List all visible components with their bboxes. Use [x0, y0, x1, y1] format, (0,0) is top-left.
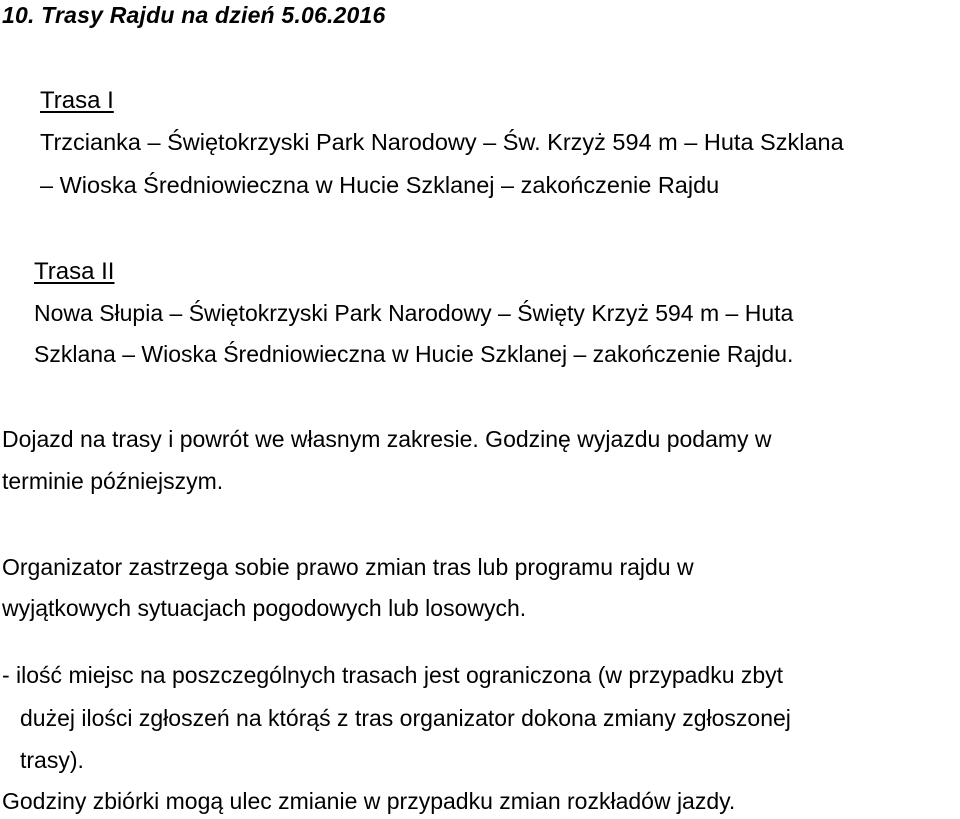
gathering-note: Godziny zbiórki mogą ulec zmianie w przypadku zmian rozkładów jazdy.	[2, 788, 736, 814]
route-1-line-1: Trzcianka – Świętokrzyski Park Narodowy – Św. Krzyż 594 m – Huta Szklana	[40, 129, 844, 155]
limits-note-line-3: trasy).	[20, 747, 84, 773]
limits-note-line-2: dużej ilości zgłoszeń na którąś z tras organizator dokona zmiany zgłoszonej	[20, 705, 791, 731]
organizer-note-line-2: wyjątkowych sytuacjach pogodowych lub losowych.	[2, 595, 527, 621]
transport-note-line-1: Dojazd na trasy i powrót we własnym zakresie. Godzinę wyjazdu podamy w	[2, 426, 772, 452]
limits-note-line-1: - ilość miejsc na poszczególnych trasach jest ograniczona (w przypadku zbyt	[2, 662, 784, 688]
section-heading: 10. Trasy Rajdu na dzień 5.06.2016	[2, 2, 386, 28]
route-2-line-2: Szklana – Wioska Średniowieczna w Hucie Szklanej – zakończenie Rajdu.	[34, 341, 794, 367]
route-2-line-1: Nowa Słupia – Świętokrzyski Park Narodowy – Święty Krzyż 594 m – Huta	[34, 300, 794, 326]
route-2-title: Trasa II	[34, 258, 115, 285]
organizer-note-line-1: Organizator zastrzega sobie prawo zmian tras lub programu rajdu w	[2, 554, 694, 580]
route-1-line-2: – Wioska Średniowieczna w Hucie Szklanej – zakończenie Rajdu	[40, 172, 720, 198]
transport-note-line-2: terminie późniejszym.	[2, 468, 224, 494]
route-1-title: Trasa I	[40, 87, 114, 114]
